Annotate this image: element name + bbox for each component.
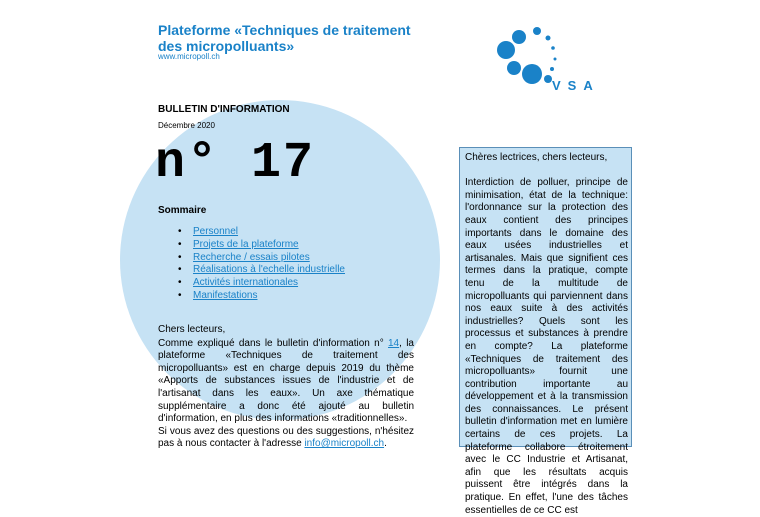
vsa-logo-text: VSA	[552, 78, 600, 93]
bulletin-label: BULLETIN D'INFORMATION	[158, 104, 290, 115]
editorial-greeting: Chères lectrices, chers lecteurs,	[465, 152, 608, 163]
editorial-body: Interdiction de polluer, principe de minimisation, état de la technique: l'ordonnance sur la protection des eaux contient des principes importants dans le domaine des eaux usées industrielles et artisanales. Mais que signifient ces termes dans la pratique, compte tenu de la multitude de micropolluants qui parviennent dans nos eaux suite à des activités industrielles? Quels sont les processus et substances à prendre en compte? La plateforme «Techniques de traitement des micropolluants» fournit une contribution importante au développement et à la transmission des connaissances. Le présent bulletin d'information met en lumière certains de ces projets. La plateforme collabore étroitement avec le CC Industrie et Artisanat, afin que les résultats acquis puissent être intégrés dans la pratique. En effet, l'une des tâches essentielles de ce CC est	[465, 177, 628, 516]
toc-item-personnel[interactable]: • Personnel	[178, 226, 345, 239]
intro-paragraph-1: Comme expliqué dans le bulletin d'information n° 14, la plateforme «Techniques de traitement des micropolluants» est en charge depuis 2019 du thème «Apports de substances issues de l'industrie et de l'artisanat dans les eaux». Un axe thématique supplémentaire a donc été ajouté au bulletin d'information, en plus des informations «traditionnelles».	[158, 337, 414, 425]
toc-item-recherche[interactable]: • Recherche / essais pilotes	[178, 252, 345, 265]
intro-paragraph-2: Si vous avez des questions ou des suggestions, n'hésitez pas à nous contacter à l'adresse info@micropoll.ch.	[158, 425, 414, 450]
toc-item-manifestations[interactable]: • Manifestations	[178, 290, 345, 303]
table-of-contents	[178, 226, 345, 303]
toc-item-projets[interactable]: • Projets de la plateforme	[178, 239, 345, 252]
editorial-box	[459, 147, 632, 516]
toc-item-activites[interactable]: • Activités internationales	[178, 277, 345, 290]
issue-number: n° 17	[155, 135, 316, 192]
intro-greeting: Chers lecteurs,	[158, 324, 226, 335]
platform-title: Plateforme «Techniques de traitement des micropolluants»	[158, 22, 411, 54]
logo-dots-icon	[492, 22, 612, 102]
bulletin-14-link[interactable]: 14	[388, 337, 400, 349]
bulletin-date: Décembre 2020	[158, 121, 215, 130]
email-link[interactable]: info@micropoll.ch	[304, 438, 385, 450]
intro-text	[158, 324, 414, 451]
toc-title: Sommaire	[158, 205, 207, 216]
website-url[interactable]: www.micropoll.ch	[158, 52, 220, 61]
toc-item-realisations[interactable]: • Réalisations à l'echelle industrielle	[178, 264, 345, 277]
vsa-logo	[492, 22, 612, 102]
